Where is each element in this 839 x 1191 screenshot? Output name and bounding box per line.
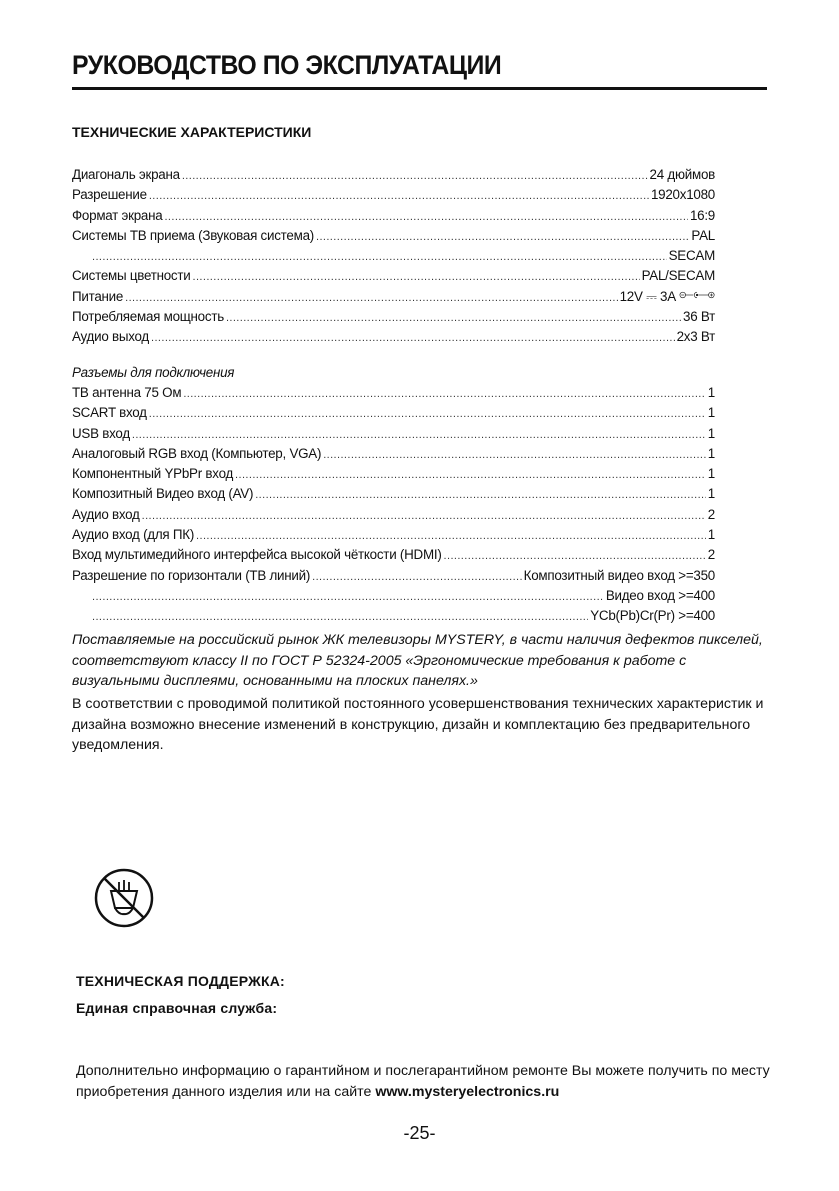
leader-dots xyxy=(164,207,687,227)
leader-dots xyxy=(196,526,706,546)
leader-dots xyxy=(132,425,706,445)
warranty-info xyxy=(76,1061,771,1103)
connector-row-av xyxy=(72,484,715,504)
leader-dots xyxy=(193,267,640,287)
connector-row-h-resolution-component xyxy=(72,606,715,626)
spec-value: SECAM xyxy=(668,248,715,264)
spec-value: 24 дюймов xyxy=(649,167,715,182)
connector-label: Аудио вход xyxy=(72,506,140,522)
connector-row-audio-pc xyxy=(72,525,715,545)
connector-label: ТВ антенна 75 Ом xyxy=(72,384,182,400)
warranty-info-text: Дополнительно информацию о гарантийном и послегарантийном ремонте Вы можете получить по месту приобретения данного изделия или на сайте xyxy=(76,1063,770,1100)
connector-row-audio-in xyxy=(72,505,715,525)
leader-dots xyxy=(149,186,649,206)
leader-dots xyxy=(323,445,706,465)
website-link[interactable]: www.mysteryelectronics.ru xyxy=(375,1084,560,1100)
leader-dots xyxy=(183,384,705,404)
spec-row-consumption xyxy=(72,307,715,327)
support-heading: ТЕХНИЧЕСКАЯ ПОДДЕРЖКА: xyxy=(76,973,285,989)
design-change-notice: В соответствии с проводимой политикой постоянного усовершенствования технических характеристик и дизайна возможно внесение изменений в конструкцию, дизайн и комплектацию без предварительного уведомления. xyxy=(72,696,764,753)
connector-value: 1 xyxy=(707,425,715,441)
connectors-heading: Разъемы для подключения xyxy=(72,364,235,380)
connector-label: Вход мультимедийного интерфейса высокой чёткости (HDMI) xyxy=(72,547,442,563)
leader-dots xyxy=(255,485,706,505)
connector-row-scart xyxy=(72,403,715,423)
leader-dots xyxy=(92,247,667,267)
leader-dots xyxy=(125,288,617,308)
leader-dots xyxy=(142,506,706,526)
connector-value: 1 xyxy=(707,486,715,502)
connector-label: Аудио вход (для ПК) xyxy=(72,527,195,543)
connector-row-h-resolution-video xyxy=(72,586,715,606)
connector-value: 1 xyxy=(707,384,715,400)
page-title: РУКОВОДСТВО ПО ЭКСПЛУАТАЦИИ xyxy=(72,50,502,80)
leader-dots xyxy=(444,546,706,566)
spec-value: PAL xyxy=(691,227,715,243)
connector-label: USB вход xyxy=(72,425,130,441)
spec-label: Формат экрана xyxy=(72,207,163,223)
connector-label: SCART вход xyxy=(72,405,147,421)
pixel-class-notice: Поставляемые на российский рынок ЖК телевизоры MYSTERY, в части наличия дефектов пикселей, соответствуют классу II по ГОСТ Р 52324-2005 «Эргономические требования к работе с визуальными дисплеями, основанными на плоских панелях.» xyxy=(72,632,763,689)
dc-polarity-icon xyxy=(679,289,715,301)
connector-label: Компонентный YPbPr вход xyxy=(72,466,234,482)
connector-label: Аналоговый RGB вход (Компьютер, VGA) xyxy=(72,445,322,461)
connector-row-hdmi xyxy=(72,545,715,565)
helpline-label: Единая справочная служба: xyxy=(76,1000,278,1016)
spec-label: Питание xyxy=(72,288,124,304)
connector-value: 1 xyxy=(707,527,715,543)
spec-value: 16:9 xyxy=(689,207,715,223)
title-underline xyxy=(72,87,767,90)
connector-value: 1 xyxy=(707,466,715,482)
connector-value: Видео вход >=400 xyxy=(605,587,715,603)
leader-dots xyxy=(182,166,648,186)
spec-row-power xyxy=(72,287,715,307)
spec-label: Разрешение xyxy=(72,187,147,203)
specs-heading: ТЕХНИЧЕСКИЕ ХАРАКТЕРИСТИКИ xyxy=(72,124,312,140)
spec-label: Потребляемая мощность xyxy=(72,309,224,325)
connector-value: 1 xyxy=(707,405,715,421)
connector-value: 2 xyxy=(707,506,715,522)
spec-row-tv-system xyxy=(72,226,715,246)
connector-label: Композитный Видео вход (AV) xyxy=(72,486,254,502)
leader-dots xyxy=(316,227,689,247)
spec-value: PAL/SECAM xyxy=(641,268,715,284)
spec-label: Диагональ экрана xyxy=(72,167,180,182)
spec-row-color-system xyxy=(72,266,715,286)
spec-label: Системы ТВ приема (Звуковая система) xyxy=(72,227,314,243)
connector-value: 2 xyxy=(707,547,715,563)
spec-value: 36 Вт xyxy=(683,309,715,325)
leader-dots xyxy=(226,308,681,328)
leader-dots xyxy=(235,465,706,485)
leader-dots xyxy=(149,404,706,424)
connector-row-usb xyxy=(72,424,715,444)
spec-row-resolution xyxy=(72,185,715,205)
leader-dots xyxy=(151,328,675,348)
spec-list xyxy=(72,165,715,627)
connector-row-antenna xyxy=(72,383,715,403)
spec-label: Аудио выход xyxy=(72,329,149,345)
spec-label: Системы цветности xyxy=(72,268,191,284)
leader-dots xyxy=(312,567,522,587)
spec-row-audio-out xyxy=(72,327,715,347)
spec-value: 2х3 Вт xyxy=(676,329,715,345)
connector-row-h-resolution xyxy=(72,566,715,586)
connector-value: 1 xyxy=(707,445,715,461)
connector-row-ypbpr xyxy=(72,464,715,484)
spec-row-screen-size xyxy=(72,165,715,185)
spec-value: 1920х1080 xyxy=(650,187,715,203)
leader-dots xyxy=(92,607,588,627)
spec-row-tv-system-cont xyxy=(72,246,715,266)
spec-row-aspect xyxy=(72,206,715,226)
spec-value: 12V ⎓ 3A xyxy=(619,288,676,304)
not-for-food-icon xyxy=(92,866,156,930)
leader-dots xyxy=(92,587,604,607)
connector-row-vga xyxy=(72,444,715,464)
connector-value: Композитный видео вход >=350 xyxy=(523,567,715,583)
page-number: -25- xyxy=(403,1123,436,1143)
connector-value: YCb(Pb)Cr(Pr) >=400 xyxy=(590,608,715,624)
connector-label: Разрешение по горизонтали (ТВ линий) xyxy=(72,567,311,583)
